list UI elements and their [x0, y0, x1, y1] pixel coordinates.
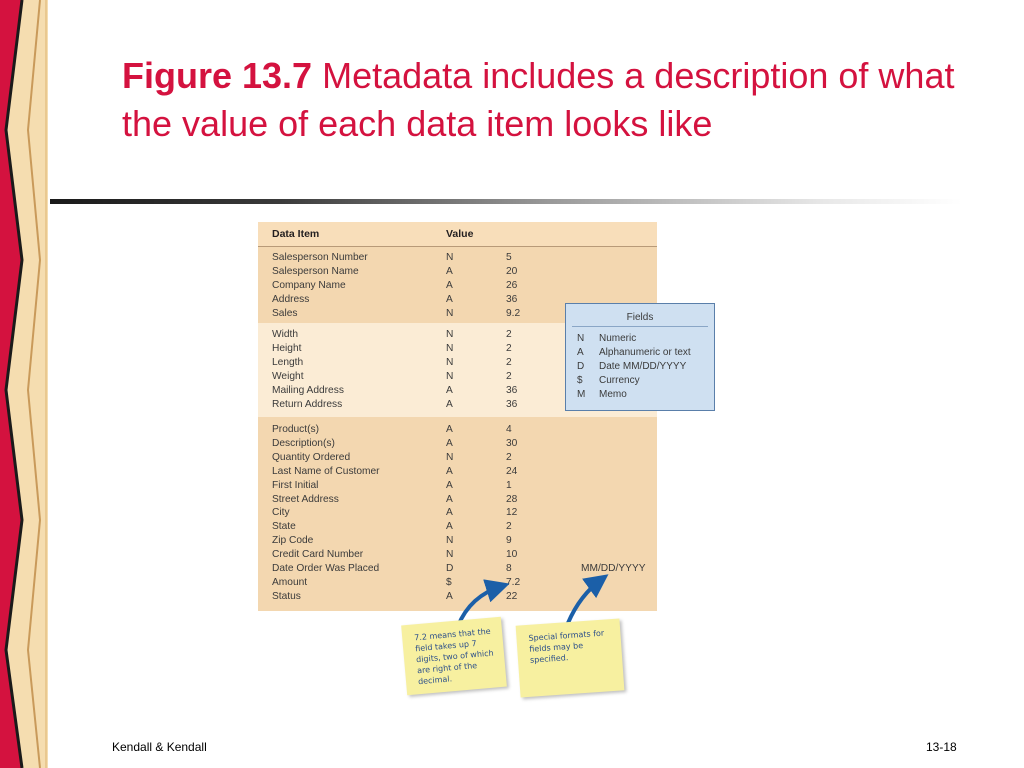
- data-item-name: Quantity Ordered: [272, 451, 351, 463]
- table-header: [258, 222, 657, 247]
- legend-description: Alphanumeric or text: [599, 347, 691, 358]
- table-row: [258, 520, 657, 534]
- table-row: [258, 251, 657, 265]
- note-formats-text: Special formats for fields may be specified.: [528, 628, 605, 665]
- field-length: 24: [506, 465, 518, 477]
- data-item-name: Last Name of Customer: [272, 465, 380, 477]
- legend-item: [566, 388, 714, 402]
- data-item-name: Width: [272, 329, 299, 340]
- field-length: 22: [506, 590, 518, 602]
- field-type: N: [446, 342, 454, 354]
- field-length: 28: [506, 493, 518, 505]
- field-length: 2: [506, 370, 512, 382]
- legend-title: Fields: [626, 312, 654, 323]
- table-row: [258, 279, 657, 293]
- field-length: 7.2: [506, 576, 521, 588]
- field-type: A: [446, 590, 453, 602]
- field-length: 9.2: [506, 307, 521, 319]
- data-item-name: Address: [272, 293, 310, 305]
- data-item-name: Height: [272, 342, 302, 354]
- table-row: [258, 465, 657, 479]
- table-row: [258, 265, 657, 279]
- data-item-name: Credit Card Number: [272, 549, 364, 561]
- legend-divider: [572, 326, 708, 327]
- legend-code: N: [577, 333, 585, 344]
- field-type: A: [446, 479, 453, 491]
- data-item-name: Street Address: [272, 493, 339, 505]
- field-type: A: [446, 507, 453, 519]
- data-item-name: Weight: [272, 370, 304, 382]
- field-length: 2: [506, 356, 512, 368]
- field-type: N: [446, 370, 454, 382]
- field-length: 12: [506, 507, 518, 519]
- legend-description: Date MM/DD/YYYY: [599, 361, 687, 372]
- data-item-name: Mailing Address: [272, 384, 344, 396]
- data-item-name: Salesperson Name: [272, 265, 359, 277]
- data-item-name: Salesperson Number: [272, 252, 368, 263]
- sticky-note-decimal: [401, 617, 507, 695]
- sticky-note-formats: [516, 618, 625, 697]
- legend-code: A: [577, 347, 584, 358]
- field-type: N: [446, 451, 454, 463]
- field-length: 5: [506, 252, 512, 263]
- field-length: 36: [506, 398, 518, 410]
- field-type: N: [446, 329, 454, 340]
- table-row: [258, 534, 657, 548]
- field-length: 36: [506, 384, 518, 396]
- field-length: 36: [506, 293, 518, 305]
- table-row: [258, 506, 657, 520]
- field-type: A: [446, 279, 453, 291]
- legend-description: Memo: [599, 389, 627, 400]
- field-type: A: [446, 265, 453, 277]
- data-item-name: Length: [272, 356, 304, 368]
- data-item-name: Date Order Was Placed: [272, 563, 380, 574]
- field-type: A: [446, 493, 453, 505]
- header-data-item: Data Item: [272, 228, 320, 240]
- slide-title: [122, 52, 1002, 148]
- field-length: 2: [506, 451, 512, 463]
- field-type: N: [446, 535, 454, 547]
- data-item-name: Sales: [272, 307, 298, 319]
- field-type: A: [446, 398, 453, 410]
- table-row: [258, 548, 657, 562]
- field-type: N: [446, 252, 454, 263]
- field-length: 8: [506, 563, 512, 574]
- table-row: [258, 590, 657, 604]
- field-length: 1: [506, 479, 512, 491]
- field-type: N: [446, 549, 454, 561]
- field-type: A: [446, 437, 453, 449]
- header-value: Value: [446, 228, 474, 240]
- table-row: [258, 423, 657, 437]
- title-divider: [50, 199, 962, 204]
- footer-page-number: 13-18: [926, 740, 957, 754]
- data-item-name: Product(s): [272, 424, 319, 435]
- table-row: [258, 437, 657, 451]
- data-item-name: Return Address: [272, 398, 343, 410]
- legend-code: $: [577, 375, 583, 386]
- footer-author: Kendall & Kendall: [112, 740, 207, 754]
- table-row: [258, 479, 657, 493]
- legend-item: [566, 332, 714, 346]
- data-item-name: Status: [272, 590, 301, 602]
- figure-label: Figure 13.7: [122, 55, 313, 96]
- field-type: A: [446, 293, 453, 305]
- field-length: 20: [506, 265, 518, 277]
- figure-caption: Metadata includes a description of what the value of each data item looks like: [122, 55, 955, 144]
- field-length: 30: [506, 437, 518, 449]
- data-item-name: State: [272, 521, 296, 533]
- field-type: A: [446, 465, 453, 477]
- data-item-name: Amount: [272, 576, 308, 588]
- table-group-order: [258, 417, 657, 611]
- legend-item: [566, 346, 714, 360]
- field-type: N: [446, 307, 454, 319]
- field-type: D: [446, 563, 454, 574]
- metadata-table: [258, 222, 657, 611]
- table-row: [258, 451, 657, 465]
- note-decimal-text: 7.2 means that the field takes up 7 digits, two of which are right of the decimal.: [413, 626, 494, 687]
- field-length: 4: [506, 424, 512, 435]
- field-type: N: [446, 356, 454, 368]
- legend-item: [566, 374, 714, 388]
- field-length: 9: [506, 535, 512, 547]
- field-type: A: [446, 384, 453, 396]
- legend-code: M: [577, 389, 586, 400]
- data-item-name: City: [272, 507, 290, 519]
- decorative-left-border: [0, 0, 48, 768]
- table-row: [258, 493, 657, 507]
- table-row: [258, 562, 657, 576]
- field-length: 2: [506, 329, 512, 340]
- data-item-name: Company Name: [272, 279, 346, 291]
- data-item-name: First Initial: [272, 479, 319, 491]
- field-type: $: [446, 576, 452, 588]
- legend-code: D: [577, 361, 585, 372]
- field-format: MM/DD/YYYY: [581, 563, 646, 574]
- field-length: 26: [506, 279, 518, 291]
- data-item-name: Description(s): [272, 437, 335, 449]
- legend-description: Numeric: [599, 333, 637, 344]
- field-type: A: [446, 521, 453, 533]
- legend-item: [566, 360, 714, 374]
- field-length: 2: [506, 521, 512, 533]
- field-type: A: [446, 424, 453, 435]
- data-item-name: Zip Code: [272, 535, 314, 547]
- field-length: 10: [506, 549, 518, 561]
- legend-description: Currency: [599, 375, 640, 386]
- fields-legend: [565, 303, 715, 411]
- table-row: [258, 576, 657, 590]
- field-length: 2: [506, 342, 512, 354]
